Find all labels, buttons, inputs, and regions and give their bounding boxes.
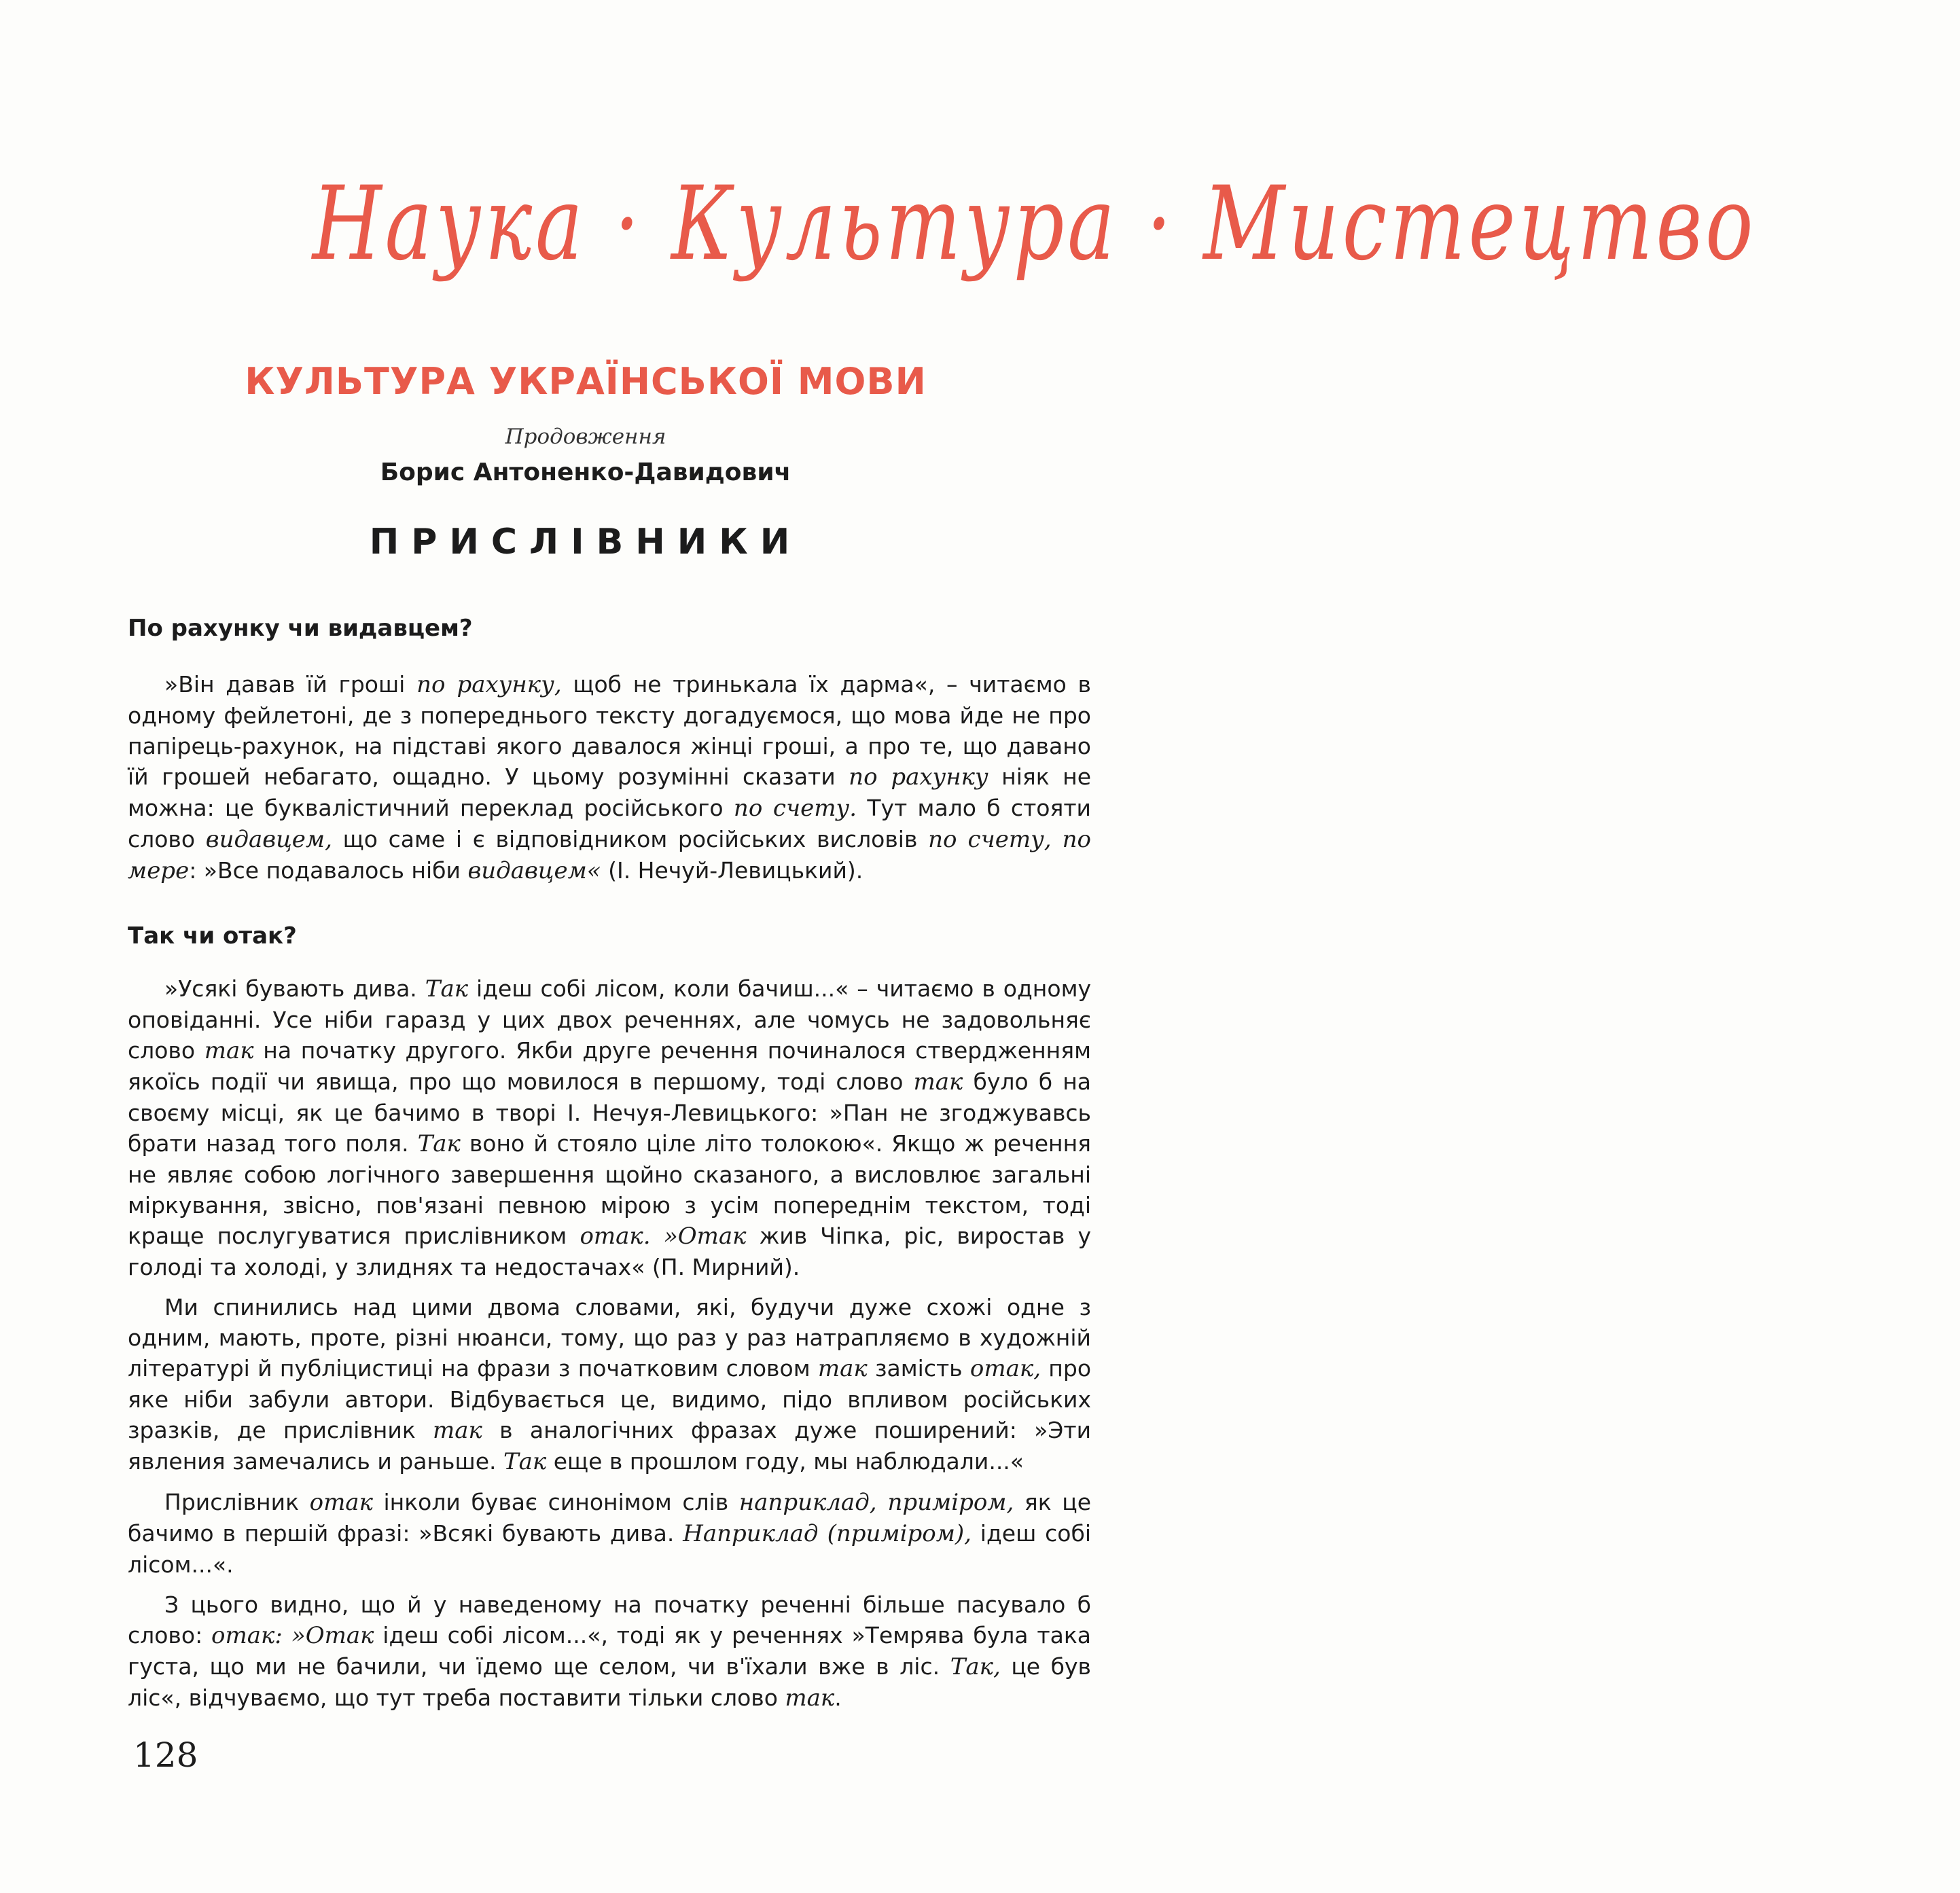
paragraph: Прислівник отак інколи буває синонімом слів наприклад, приміром, як це бачимо в першій фразі: »Всякі бувають дива. Наприклад (приміром), ідеш собі лісом...«. — [128, 1489, 1092, 1578]
masthead-logo — [109, 115, 1757, 333]
page-number: 128 — [133, 1735, 198, 1775]
paragraph: »Він давав їй гроші по рахунку, щоб не тринькала їх дарма«, – читаємо в одному фейлетоні, де з попереднього тексту догадуємося, що мова йде не про папірець-рахунок, на підставі якого давалося жінці гроші, а про те, що давано їй грошей небагато, ощадно. У цьому розумінні сказати по рахунку ніяк не можна: це буквалістичний переклад російського по счету. Тут мало б стояти слово видавцем, що саме і є відповідником російських висловів по счету, по мере: »Все подавалось ніби видавцем« (І. Нечуй-Левицький). — [128, 671, 1092, 884]
section-po-rakhunku — [128, 615, 1091, 896]
section-tak-chy-otak — [128, 922, 1091, 1723]
subsection-heading: Так чи отак? — [128, 922, 297, 950]
section-title: ПРИСЛІВНИКИ — [369, 522, 802, 562]
article-title: КУЛЬТУРА УКРАЇНСЬКОЇ МОВИ — [245, 360, 927, 403]
subsection-heading: По рахунку чи видавцем? — [128, 615, 473, 642]
masthead-text: Наука · Культура · Мистецтво — [312, 165, 1757, 283]
paragraph: »Усякі бувають дива. Так ідеш собі лісом, коли бачиш...« – читаємо в одному оповіданні. Усе ніби гаразд у цих двох реченнях, але чомусь не задовольняє слово так на початку другого. Якби друге речення починалося ствердженням якоїсь події чи явища, про що мовилося в першому, тоді слово так було б на своєму місці, як це бачимо в творі І. Нечуя-Левицького: »Пан не згоджувавсь брати назад того поля. Так воно й стояло ціле літо толокою«. Якщо ж речення не являє собою логічного завершення щойно сказаного, а висловлює загальні міркування, звісно, пов'язані певною мірою з усім попереднім текстом, тоді краще послугуватися прислівником отак. »Отак жив Чіпка, ріс, виростав у голоді та холоді, у злиднях та недостачах« (П. Мирний). — [128, 975, 1092, 1280]
paragraph: Ми спинились над цими двома словами, які, будучи дуже схожі одне з одним, мають, проте, різні нюанси, тому, що раз у раз натрапляємо в художній літературі й публіцистиці на фрази з початковим словом так замість отак, про яке ніби забули автори. Відбувається це, видимо, підо впливом російських зразків, де прислівник так в аналогічних фразах дуже поширений: »Эти явления замечались и раньше. Так еще в прошлом году, мы наблюдали...« — [128, 1294, 1092, 1475]
paragraph: З цього видно, що й у наведеному на початку реченні більше пасувало б слово: отак: »Отак ідеш собі лісом...«, тоді як у реченнях »Темрява була така густа, що ми не бачили, чи їдемо ще селом, чи в'їхали вже в ліс. Так, це був ліс«, відчуваємо, що тут треба поставити тільки слово так. — [128, 1591, 1092, 1712]
author-name: Борис Антоненко-Давидович — [380, 458, 791, 486]
continuation-note: Продовження — [505, 425, 666, 449]
